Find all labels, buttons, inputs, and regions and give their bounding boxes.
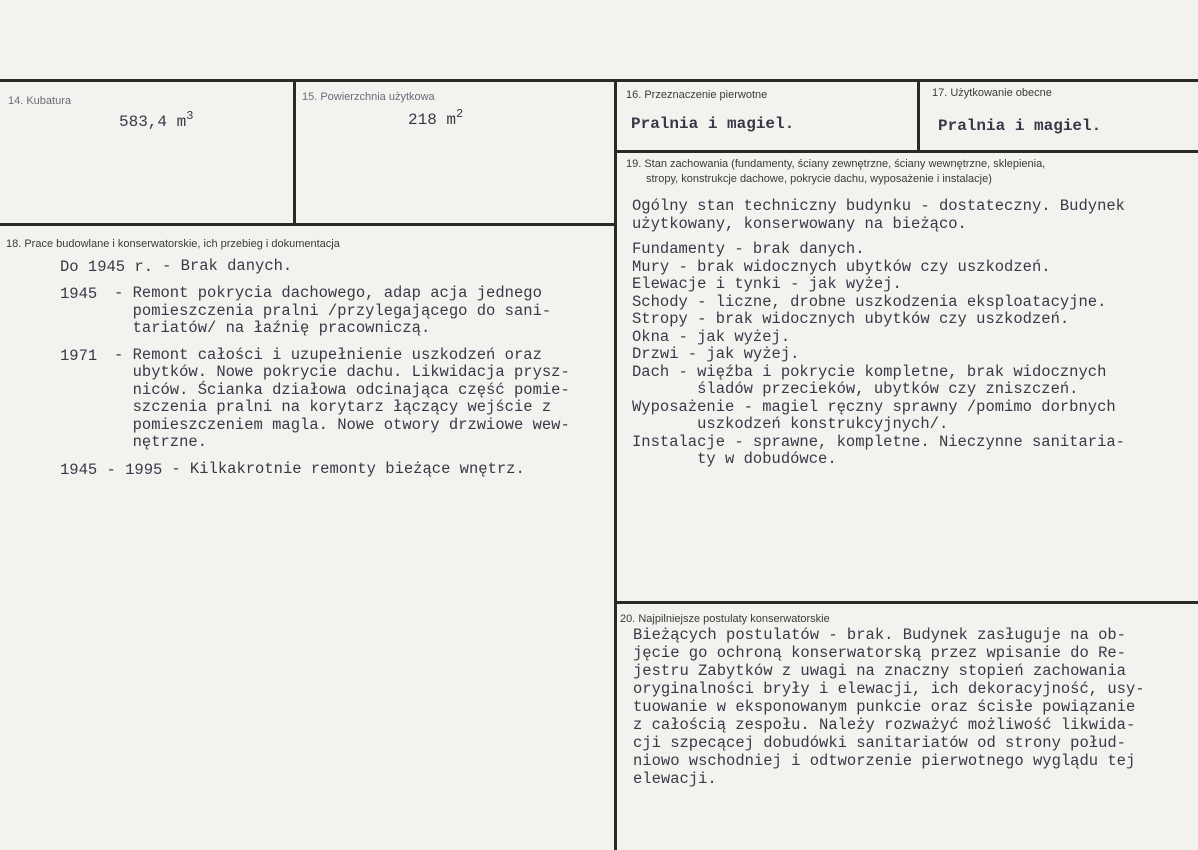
field-18-entry — [60, 347, 608, 452]
field-18-year: Do 1945 r. — [60, 258, 154, 276]
field-19-item: Schody - liczne, drobne uszkodzenia eksploatacyjne. — [632, 292, 1107, 311]
field-18-text: pomieszczeniem magla. Nowe otwory drzwiowe wew- — [114, 415, 570, 434]
field-20-line: oryginalności bryły i elewacji, ich dekoracyjność, usy- — [633, 680, 1145, 698]
divider-14-15 — [293, 79, 296, 225]
field-15-number: 218 m — [408, 111, 457, 129]
field-20-line: elewacji. — [633, 770, 717, 788]
field-18-text: - Remont całości i uzupełnienie uszkodzeń oraz — [114, 345, 542, 364]
mid-left-border-line — [0, 223, 616, 226]
field-15-label: 15. Powierzchnia użytkowa — [302, 91, 435, 103]
field-19-item: Wyposażenie - magiel ręczny sprawny /pomimo dorbnych — [632, 397, 1116, 416]
divider-left-right — [614, 79, 617, 850]
top-border-line — [0, 79, 1198, 82]
field-20-label: 20. Najpilniejsze postulaty konserwatorskie — [620, 613, 830, 625]
field-20-line: tuowanie w eksponowanym punkcie oraz ścisłe powiązanie — [633, 698, 1136, 716]
field-17-label: 17. Użytkowanie obecne — [932, 87, 1052, 99]
field-19-item: uszkodzeń konstrukcyjnych/. — [632, 415, 949, 433]
field-20-line: Bieżących postulatów - brak. Budynek zasługuje na ob- — [633, 626, 1126, 644]
field-18-text: szczenia pralni na korytarz łączący wejście z — [114, 398, 552, 416]
field-20-line: z całością zespołu. Należy rozważyć możliwość likwida- — [633, 716, 1136, 734]
field-18-text: pomieszczenia pralni /przylegającego do sani- — [114, 301, 552, 320]
field-20-line: cji szpecącej dobudówki sanitariatów od strony połud- — [633, 734, 1126, 752]
field-20-line: jęcie go ochroną konserwatorską przez wpisanie do Re- — [633, 644, 1126, 662]
field-18-text: - Kilkakrotnie remonty bieżące wnętrz. — [171, 459, 525, 478]
field-18-label: 18. Prace budowlane i konserwatorskie, ich przebieg i dokumentacja — [6, 238, 340, 250]
field-18-entry — [60, 285, 608, 338]
divider-16-17 — [917, 79, 920, 152]
mid-right-border-line — [616, 150, 1198, 153]
field-20-line: jestru Zabytków z uwagi na znaczny stopień zachowania — [633, 662, 1126, 680]
field-18-year: 1945 — [60, 285, 98, 303]
field-18-text: ubytków. Nowe pokrycie dachu. Likwidacja prysz- — [114, 363, 570, 381]
field-19-intro-line: użytkowany, konserwowany na bieżąco. — [632, 214, 967, 233]
field-18-entry — [60, 258, 608, 276]
field-20-line: niowo wschodniej i odtworzenie pierwotnego wyglądu tej — [633, 752, 1136, 770]
field-14-value — [119, 109, 194, 131]
field-19-item: Okna - jak wyżej. — [632, 327, 791, 346]
field-18-entry — [60, 461, 608, 479]
field-19-label-line1: 19. Stan zachowania (fundamenty, ściany zewnętrzne, ściany wewnętrzne, sklepienia, — [626, 158, 1046, 170]
field-18-year: 1945 - 1995 — [60, 460, 163, 479]
field-19-item: Instalacje - sprawne, kompletne. Nieczynne sanitaria- — [632, 432, 1125, 451]
field-18-year: 1971 — [60, 346, 98, 365]
field-18-text: - Remont pokrycia dachowego, adap acja jednego — [114, 284, 542, 302]
field-19-intro — [632, 198, 1125, 233]
field-16-value: Pralnia i magiel. — [631, 115, 795, 133]
field-20-text — [633, 627, 1145, 789]
field-19-label-line2: stropy, konstrukcje dachowe, pokrycie dachu, wyposażenie i instalacje) — [646, 173, 992, 185]
field-19-item: śladów przecieków, ubytków czy zniszczeń. — [632, 380, 1079, 398]
field-19-items — [632, 241, 1125, 469]
field-19-item: Mury - brak widocznych ubytków czy uszkodzeń. — [632, 257, 1051, 276]
field-18-text: niców. Ścianka działowa odcinająca część pomie- — [114, 380, 570, 399]
field-19-intro-line: Ogólny stan techniczny budynku - dostateczny. Budynek — [632, 197, 1125, 215]
field-14-sup: 3 — [186, 109, 194, 123]
field-18-text: tariatów/ na łaźnię pracowniczą. — [114, 319, 431, 337]
field-18-text: nętrzne. — [114, 433, 208, 451]
field-15-sup: 2 — [456, 107, 464, 121]
field-19-item: Elewacje i tynki - jak wyżej. — [632, 275, 902, 293]
field-14-number: 583,4 m — [119, 113, 187, 131]
field-19-item: ty w dobudówce. — [632, 450, 837, 468]
field-18-text: - Brak danych. — [162, 257, 293, 275]
field-17-value: Pralnia i magiel. — [938, 117, 1102, 135]
field-19-item: Stropy - brak widocznych ubytków czy uszkodzeń. — [632, 310, 1070, 328]
field-16-label: 16. Przeznaczenie pierwotne — [626, 89, 768, 101]
lower-right-border-line — [616, 601, 1198, 604]
field-15-value — [408, 107, 464, 129]
field-18-entries — [60, 258, 608, 479]
field-14-label: 14. Kubatura — [8, 95, 71, 107]
field-19-item: Dach - więźba i pokrycie kompletne, brak widocznych — [632, 362, 1107, 381]
field-19-item: Fundamenty - brak danych. — [632, 240, 865, 258]
field-19-item: Drzwi - jak wyżej. — [632, 345, 800, 363]
